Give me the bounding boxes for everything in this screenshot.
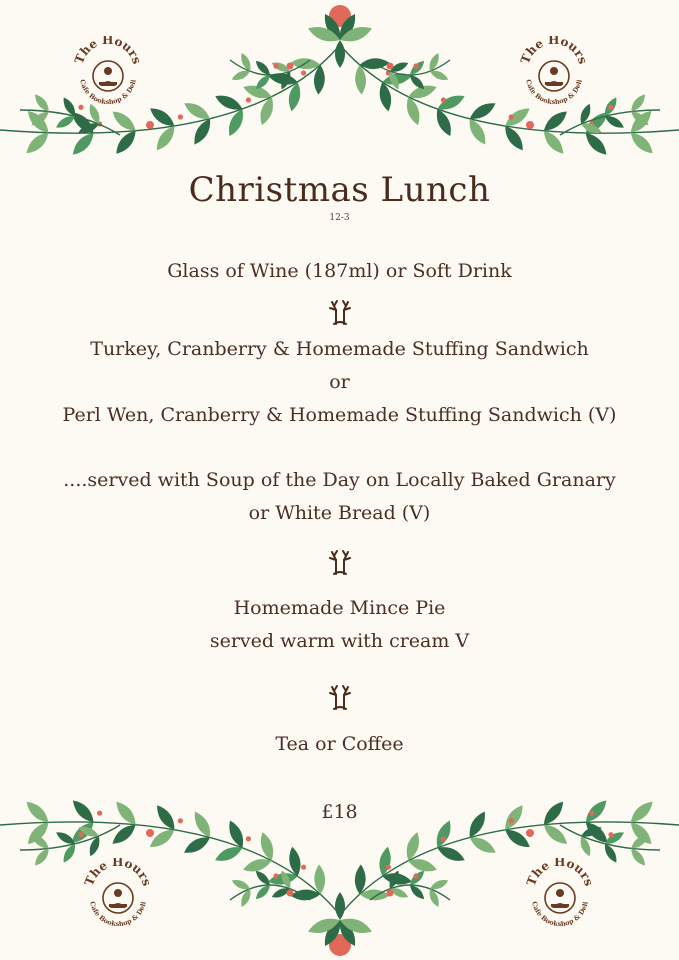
dessert-line-2: served warm with cream V xyxy=(209,630,470,652)
berry-shape xyxy=(301,70,306,75)
berry-shape xyxy=(413,63,418,68)
leaf-shape xyxy=(287,846,303,877)
the-hours-logo-bottom-left xyxy=(82,858,154,930)
berry-shape xyxy=(146,829,154,837)
the-hours-logo-top-right xyxy=(518,36,590,108)
leaf-shape xyxy=(23,129,52,157)
berry-shape xyxy=(273,63,278,68)
menu-title: Christmas Lunch xyxy=(188,170,491,210)
berry-shape xyxy=(386,865,391,870)
berry-shape xyxy=(387,890,394,897)
svg-text:The Hours: The Hours xyxy=(72,36,144,66)
svg-text:The Hours: The Hours xyxy=(82,858,154,888)
svg-text:The Hours: The Hours xyxy=(524,858,596,888)
menu-time: 12-3 xyxy=(329,213,350,223)
svg-text:Cafe Bookshop & Deli: Cafe Bookshop & Deli xyxy=(78,78,138,107)
served-with-line-2: or White Bread (V) xyxy=(248,502,431,524)
leaf-shape xyxy=(286,81,303,113)
svg-text:Cafe Bookshop & Deli: Cafe Bookshop & Deli xyxy=(524,78,584,107)
antler-icon xyxy=(326,546,354,576)
berry-shape xyxy=(287,890,294,897)
berry-shape xyxy=(526,121,534,129)
berry-shape xyxy=(387,63,394,70)
served-with-line-1: ....served with Soup of the Day on Locally Baked Granary xyxy=(63,469,616,491)
leaf-shape xyxy=(253,868,272,887)
leaf-shape xyxy=(627,129,656,157)
berry-shape xyxy=(273,873,278,878)
price: £18 xyxy=(321,801,358,823)
berry-shape xyxy=(441,836,446,841)
berry-shape xyxy=(526,829,534,837)
svg-text:The Hours: The Hours xyxy=(518,36,590,66)
svg-text:Cafe Bookshop & Deli: Cafe Bookshop & Deli xyxy=(530,900,590,929)
leaf-shape xyxy=(403,830,422,862)
sandwich-option-1: Turkey, Cranberry & Homemade Stuffing Sandwich xyxy=(90,338,589,360)
the-hours-logo-bottom-right xyxy=(524,858,596,930)
dessert-line-1: Homemade Mince Pie xyxy=(233,597,446,619)
antler-icon xyxy=(326,681,354,711)
berry-shape xyxy=(509,114,514,119)
berry-shape xyxy=(178,114,183,119)
berry-shape xyxy=(78,832,83,837)
berry-shape xyxy=(413,873,418,878)
berry-shape xyxy=(301,865,306,870)
leaf-shape xyxy=(377,81,394,113)
svg-text:Cafe Bookshop & Deli: Cafe Bookshop & Deli xyxy=(88,900,148,929)
berry-shape xyxy=(246,836,251,841)
leaf-shape xyxy=(257,830,276,862)
leaf-shape xyxy=(335,892,345,920)
leaf-shape xyxy=(377,846,393,877)
antler-icon xyxy=(326,296,354,326)
berry-shape xyxy=(246,97,251,102)
leaf-shape xyxy=(335,40,345,68)
berry-shape xyxy=(146,121,154,129)
berry-shape xyxy=(608,832,613,837)
berry-shape xyxy=(608,105,613,110)
berry-shape xyxy=(441,97,446,102)
sandwich-option-2: Perl Wen, Cranberry & Homemade Stuffing Sandwich (V) xyxy=(62,404,617,426)
drink-line: Glass of Wine (187ml) or Soft Drink xyxy=(167,260,512,282)
berry-shape xyxy=(287,63,294,70)
or-separator: or xyxy=(329,371,350,393)
hot-drink-line: Tea or Coffee xyxy=(275,733,404,755)
the-hours-logo-top-left xyxy=(72,36,144,108)
